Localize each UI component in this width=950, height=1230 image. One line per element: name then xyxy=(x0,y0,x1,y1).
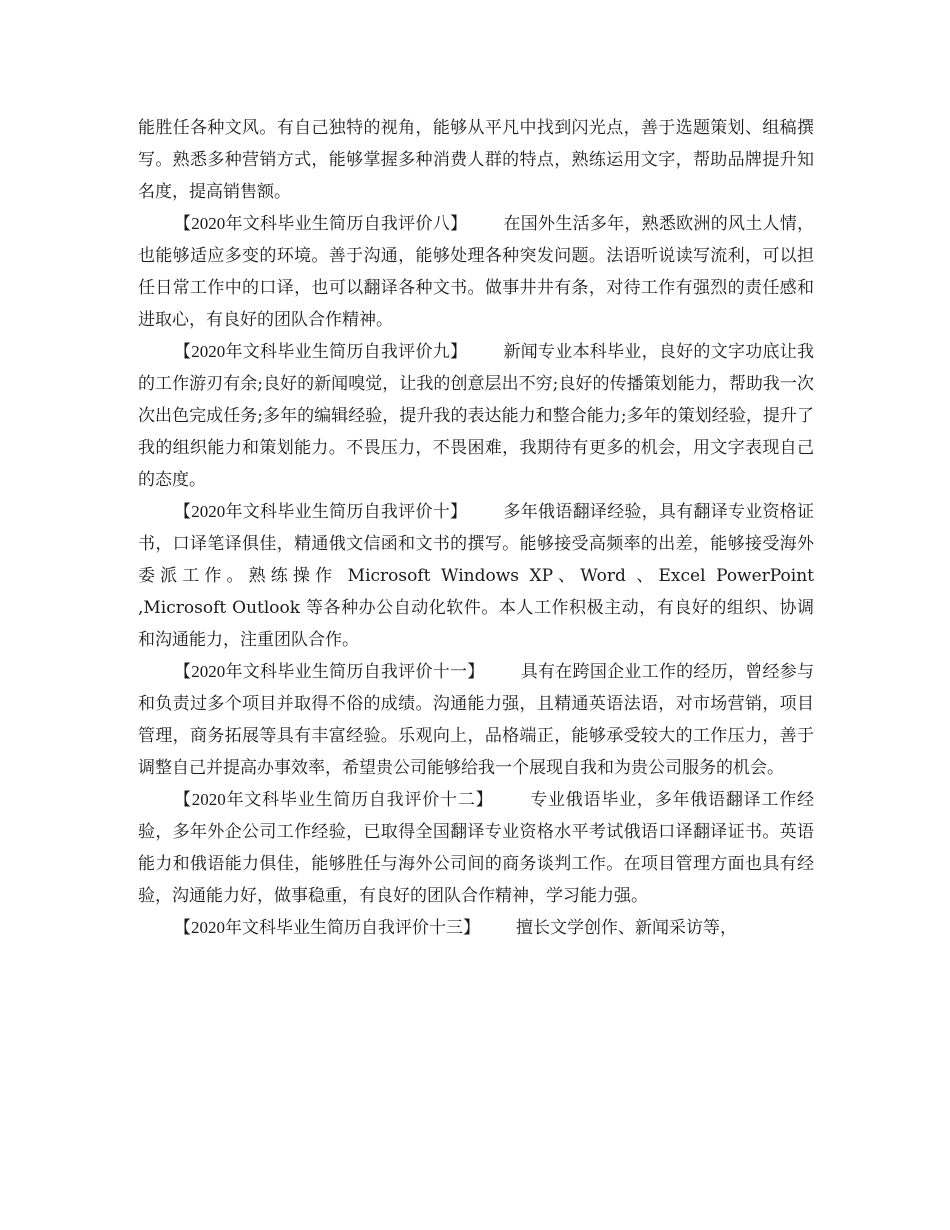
paragraph-text: 擅长文学创作、新闻采访等， xyxy=(516,918,737,938)
paragraph-text: 具有在跨国企业工作的经历，曾经参与和负责过多个项目并取得不俗的成绩。沟通能力强，且精通英语法语，对市场营销，项目管理，商务拓展等具有丰富经验。乐观向上，品格端正，能够承受较大的工作压力，善于调整自己并提高办事效率，希望贵公司能够给我一个展现自我和为贵公司服务的机会。 xyxy=(138,662,814,778)
paragraph-self-evaluation-11 xyxy=(138,656,814,784)
paragraph-self-evaluation-10 xyxy=(138,496,814,656)
paragraph-text: 专业俄语毕业，多年俄语翻译工作经验，多年外企公司工作经验，已取得全国翻译专业资格水平考试俄语口译翻译证书。英语能力和俄语能力俱佳，能够胜任与海外公司间的商务谈判工作。在项目管理方面也具有经验，沟通能力好，做事稳重，有良好的团队合作精神，学习能力强。 xyxy=(138,790,815,906)
section-heading: 【2020年文科毕业生简历自我评价九】 xyxy=(174,342,468,361)
paragraph-text: 能胜任各种文风。有自己独特的视角，能够从平凡中找到闪光点，善于选题策划、组稿撰写。熟悉多种营销方式，能够掌握多种消费人群的特点，熟练运用文字，帮助品牌提升知名度，提高销售额。 xyxy=(138,118,814,202)
section-heading: 【2020年文科毕业生简历自我评价十】 xyxy=(174,502,468,521)
paragraph-text: 多年俄语翻译经验，具有翻译专业资格证书，口译笔译俱佳，精通俄文信函和文书的撰写。能够接受高频率的出差，能够接受海外委派工作。熟练操作 Microsoft Windows XP、Word 、Excel PowerPoint ,Microsoft Outlook 等各种办公自动化软件。本人工作积极主动，有良好的组织、协调和沟通能力，注重团队合作。 xyxy=(138,502,815,650)
section-heading: 【2020年文科毕业生简历自我评价十一】 xyxy=(174,662,485,681)
section-heading: 【2020年文科毕业生简历自我评价十二】 xyxy=(174,790,494,809)
section-heading: 【2020年文科毕业生简历自我评价十三】 xyxy=(174,918,480,937)
paragraph-self-evaluation-12 xyxy=(138,784,814,912)
paragraph-self-evaluation-13 xyxy=(138,912,814,944)
paragraph-self-evaluation-8 xyxy=(138,208,814,336)
document-page xyxy=(138,112,814,944)
paragraph-continuation xyxy=(138,112,814,208)
paragraph-text: 新闻专业本科毕业，良好的文字功底让我的工作游刃有余;良好的新闻嗅觉，让我的创意层出不穷;良好的传播策划能力，帮助我一次次出色完成任务;多年的编辑经验，提升我的表达能力和整合能力;多年的策划经验，提升了我的组织能力和策划能力。不畏压力，不畏困难，我期待有更多的机会，用文字表现自己的态度。 xyxy=(138,342,815,490)
section-heading: 【2020年文科毕业生简历自我评价八】 xyxy=(174,214,468,233)
paragraph-self-evaluation-9 xyxy=(138,336,814,496)
paragraph-text: 在国外生活多年，熟悉欧洲的风土人情，也能够适应多变的环境。善于沟通，能够处理各种突发问题。法语听说读写流利，可以担任日常工作中的口译，也可以翻译各种文书。做事井井有条，对待工作有强烈的责任感和进取心，有良好的团队合作精神。 xyxy=(138,214,815,330)
